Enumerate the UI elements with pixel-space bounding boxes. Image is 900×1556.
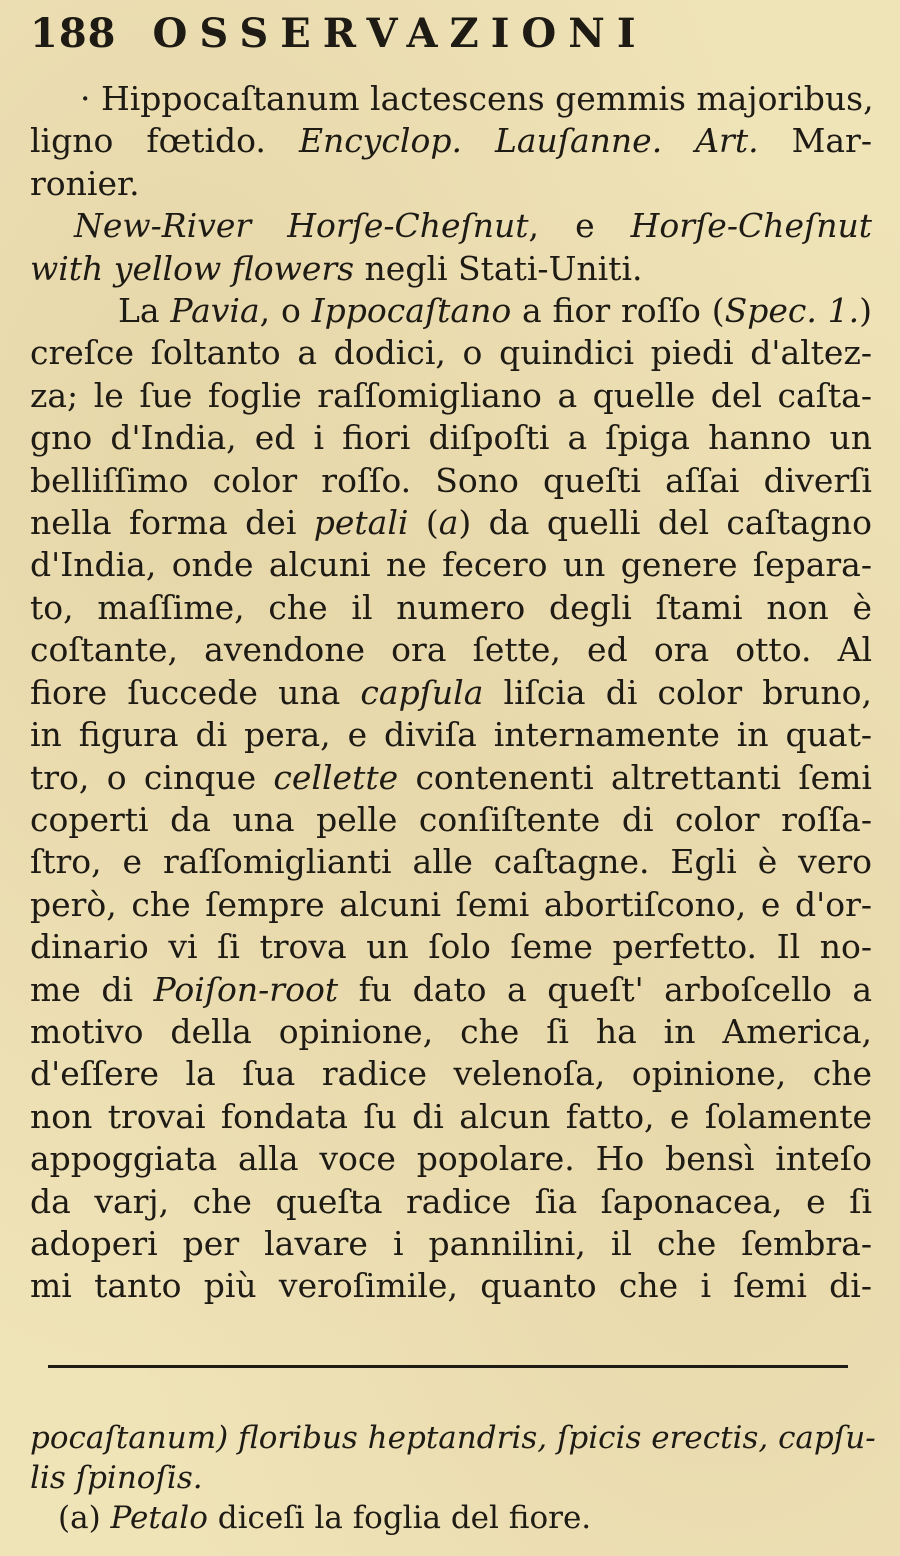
footnote-line-2: lis ſpinoſis. [30, 1460, 203, 1496]
text-line-29: mi tanto più veroſimile, quanto che i ſemi di- [30, 1266, 872, 1306]
text-line-1: · Hippocaſtanum lactescens gemmis majoribus, [80, 79, 874, 118]
text-line-8: za; le ſue foglie raſſomigliano a quelle del caſta- [30, 375, 872, 415]
text-line-7: creſce ſoltanto a dodici, o quindici piedi d'altez- [30, 333, 872, 373]
footnotes [30, 1418, 876, 1538]
text-line-16: in figura di pera, e diviſa internamente in quat- [30, 715, 872, 755]
text-line-11: nella forma dei petali (a) da quelli del caſtagno [30, 503, 872, 543]
text-line-14: coſtante, avendone ora ſette, ed ora otto. Al [30, 630, 872, 670]
footnote-mark: (a) [58, 1500, 101, 1536]
text-line-13: to, maſſime, che il numero degli ſtami non è [30, 587, 872, 627]
text-line-9: gno d'India, ed i fiori diſpoſti a ſpiga hanno un [30, 418, 872, 458]
text-line-18: coperti da una pelle conſiſtente di color roſſa- [30, 799, 872, 839]
text-line-2: ligno fœtido. Encyclop. Lauſanne. Art. Mar- [30, 121, 872, 161]
text-line-25: non trovai fondata ſu di alcun fatto, e ſolamente [30, 1096, 872, 1136]
footnote-text: diceſi la foglia del fiore. [207, 1500, 592, 1536]
text-line-24: d'eſſere la ſua radice velenoſa, opinione, che [30, 1054, 872, 1094]
text-line-5: with yellow flowers negli Stati-Uniti. [30, 248, 643, 288]
footnote-line-1: pocaſtanum) floribus heptandris, ſpicis erectis, capſu- [30, 1420, 876, 1456]
text-line-17: tro, o cinque cellette contenenti altrettanti ſemi [30, 757, 872, 797]
text-line-28: adoperi per lavare i pannilini, il che ſembra- [30, 1223, 872, 1263]
text-line-10: belliſſimo color roſſo. Sono queſti aſſai diverſi [30, 460, 872, 500]
text-line-6: La Pavia, o Ippocaſtano a fior roſſo (Spec. 1.) [118, 291, 872, 331]
text-line-27: da varj, che queſta radice ſia ſaponacea, e ſi [30, 1181, 872, 1221]
footnote-term: Petalo [110, 1500, 208, 1536]
text-line-19: ſtro, e raſſomiglianti alle caſtagne. Egli è vero [30, 842, 872, 882]
text-line-12: d'India, onde alcuni ne fecero un genere ſepara- [30, 545, 872, 585]
footnote-divider [48, 1365, 848, 1368]
footnote-a [30, 1498, 872, 1538]
text-line-4: New-River Horſe-Cheſnut, e Horſe-Cheſnut [74, 206, 872, 246]
text-line-20: però, che ſempre alcuni ſemi abortiſcono, e d'or- [30, 884, 872, 924]
text-line-21: dinario vi ſi trova un ſolo ſeme perfetto. Il no- [30, 927, 872, 967]
text-line-3: ronier. [30, 163, 140, 203]
text-line-15: fiore ſuccede una capſula liſcia di color bruno, [30, 672, 873, 712]
page-number: 188 [30, 10, 117, 57]
text-line-26: appoggiata alla voce popolare. Ho bensì inteſo [30, 1139, 872, 1179]
running-head [30, 10, 872, 78]
body-text [30, 78, 872, 1308]
running-title: OSSERVAZIONI [152, 10, 648, 57]
text-line-22: me di Poiſon-root fu dato a queſt' arboſcello a [30, 969, 872, 1009]
text-line-23: motivo della opinione, che ſi ha in America, [30, 1011, 872, 1051]
